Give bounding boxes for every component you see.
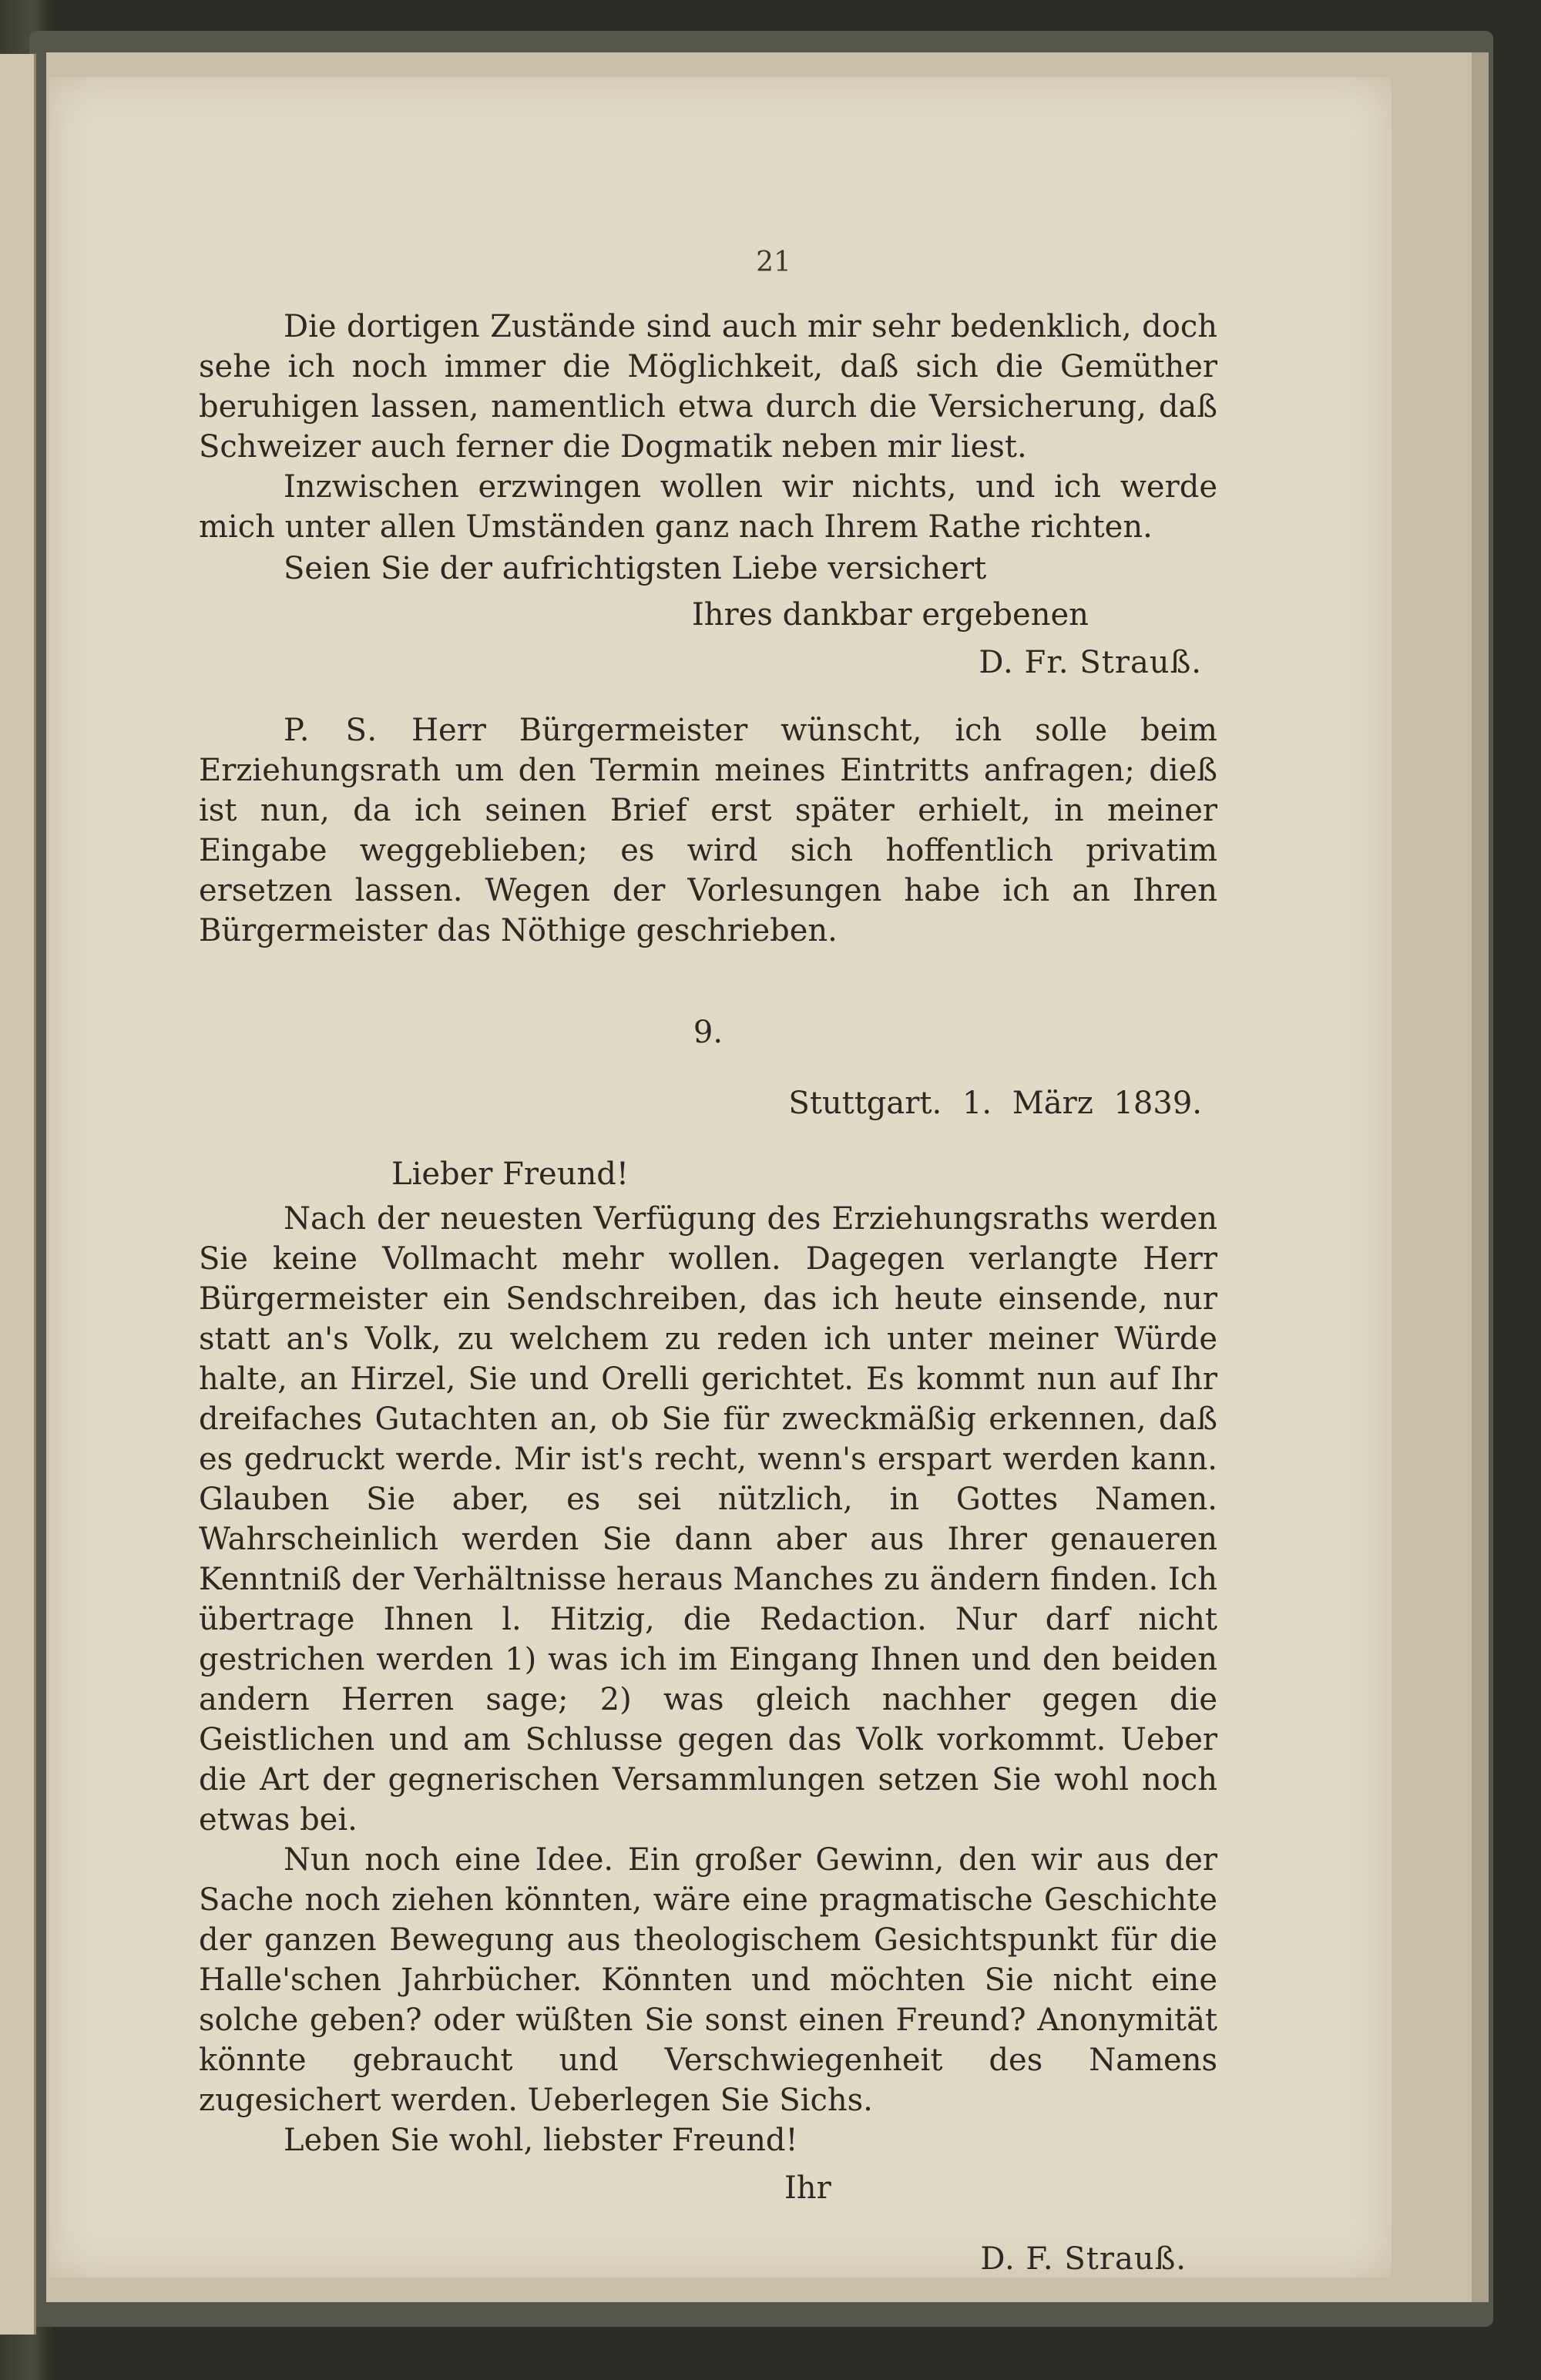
left-page-edge — [0, 54, 36, 2335]
signature-name: D. F. Strauß. — [980, 2241, 1187, 2277]
paragraph: Leben Sie wohl, liebster Freund! — [284, 2123, 798, 2158]
postscript — [199, 710, 1217, 951]
paragraph: Nun noch eine Idee. Ein großer Gewinn, den wir aus der Sache noch ziehen könnten, wäre eine pragmatische Geschichte der ganzen Bewegung aus theologischem Gesichtspunkt für die Halle'schen Jahrbücher. Könnten und möchten Sie nicht eine solche geben? oder wüßten Sie sonst einen Freund? Anonymität könnte gebraucht und Verschwiegenheit des Namens zugesichert werden. Ueberlegen Sie Sichs. — [199, 1842, 1217, 2118]
postscript-label: P. S. — [284, 713, 379, 748]
postscript-text: Herr Bürgermeister wünscht, ich solle beim Erziehungsrath um den Termin meines Eintritts anfragen; dieß ist nun, da ich seinen Brief erst später erhielt, in meiner Eingabe weggeblieben; es wird sich hoffentlich privatim ersetzen lassen. Wegen der Vorlesungen habe ich an Ihren Bürgermeister das Nöthige geschrieben. — [199, 713, 1217, 948]
page-number: 21 — [756, 247, 791, 278]
salutation: Lieber Freund! — [391, 1156, 629, 1192]
paragraph: Die dortigen Zustände sind auch mir sehr bedenklich, doch sehe ich noch immer die Möglichkeit, daß sich die Gemüther beruhigen lassen, namentlich etwa durch die Versicherung, daß Schweizer auch ferner die Dogmatik neben mir liest. — [199, 309, 1217, 465]
closing-signature: D. Fr. Strauß. — [979, 645, 1202, 680]
signature-yours: Ihr — [784, 2170, 831, 2206]
dateline: Stuttgart. 1. März 1839. — [788, 1086, 1202, 1121]
closing-yours: Ihres dankbar ergebenen — [692, 597, 1089, 633]
paragraph: Nach der neuesten Verfügung des Erziehungsraths werden Sie keine Vollmacht mehr wollen. Dagegen verlangte Herr Bürgermeister ein Sendschreiben, das ich heute einsende, nur statt an's Volk, zu welchem zu reden ich unter meiner Würde halte, an Hirzel, Sie und Orelli gerichtet. Es kommt nun auf Ihr dreifaches Gutachten an, ob Sie für zweckmäßig erkennen, daß es gedruckt werde. Mir ist's recht, wenn's erspart werden kann. Glauben Sie aber, es sei nützlich, in Gottes Namen. Wahrscheinlich werden Sie dann aber aus Ihrer genaueren Kenntniß der Verhältnisse heraus Manches zu ändern finden. Ich übertrage Ihnen l. Hitzig, die Redaction. Nur darf nicht gestrichen werden 1) was ich im Eingang Ihnen und den beiden andern Herren sage; 2) was gleich nachher gegen die Geistlichen und am Schlusse gegen das Volk vorkommt. Ueber die Art der gegnerischen Versammlungen setzen Sie wohl noch etwas bei. — [199, 1201, 1217, 1838]
closing-line: Seien Sie der aufrichtigsten Liebe versichert — [284, 551, 987, 586]
paragraph: Inzwischen erzwingen wollen wir nichts, und ich werde mich unter allen Umständen ganz nach Ihrem Rathe richten. — [199, 469, 1217, 545]
page-text — [199, 307, 1217, 2310]
letter-number: 9. — [693, 1015, 723, 1050]
